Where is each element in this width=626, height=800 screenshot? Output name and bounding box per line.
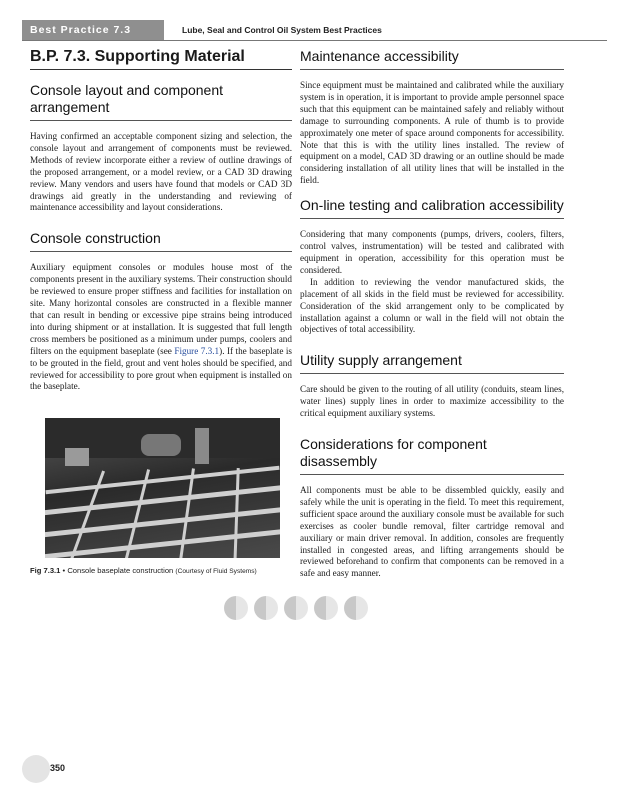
page-number: 350	[50, 763, 66, 773]
caption-text: Console baseplate construction	[67, 566, 174, 575]
paragraph-maintenance-accessibility: Since equipment must be maintained and calibrated while the auxiliary system is in operation, it is important to provide ample personnel space such that this equipment can be maintained safely and reliably without damage to surrounding components. A rule of thumb is to provide approximately one meter of space around components for accessibility. Note that this is with the utility lines installed. The review of equipment on a model, CAD 3D drawing or an outline should be made considering installation of all utility lines that will be installed in the field.	[300, 80, 564, 186]
section-tab: Best Practice 7.3	[22, 20, 164, 40]
caption-credit: (Courtesy of Fluid Systems)	[175, 568, 257, 575]
paragraph-utility-supply: Care should be given to the routing of all utility (conduits, steam lines, water lines) supply lines in order to maximize accessibility to the critical equipment auxiliary systems.	[300, 384, 564, 419]
paragraph-console-construction: Auxiliary equipment consoles or modules house most of the components present in the auxiliary systems. Their construction should be reviewed to ensure proper stiffness and facilities for installation on site. Many horizontal consoles are constructed in a flexible manner that can result in bending or excessive pipe strains being introduced into during shipment or at installation. It is suggested that full length cross members be positioned as a minimum under pumps, coolers and filters on the equipment baseplate (see Figure 7.3.1). If the baseplate is to be grouted in the field, grout and vent holes should be specified, and reviewed for accessibility to pore grout when equipment is installed on the baseplate.	[30, 262, 292, 392]
heading-online-testing: On-line testing and calibration accessibility	[300, 197, 564, 219]
figure-link[interactable]: Figure 7.3.1	[174, 345, 220, 356]
right-column	[300, 48, 564, 580]
figure-caption	[30, 566, 292, 575]
paragraph-online-testing-1: Considering that many components (pumps, drivers, coolers, filters, control valves, instrumentation) will be tested and calibrated with equipment in operation, accessibility for this operation must be considered.	[300, 229, 564, 275]
paragraph-console-layout: Having confirmed an acceptable component sizing and selection, the console layout and arrangement of components must be reviewed. Methods of review incorporate either a review of outline drawings of the proposed arrangement, or a model review, or a CAD 3D drawing review. Many vendors and users have found that models or CAD 3D drawings aid greatly in the understanding and reviewing of maintenance accessibility and layout considerations.	[30, 131, 292, 213]
dot-ornament	[344, 596, 368, 620]
left-column	[30, 48, 292, 393]
heading-console-construction: Console construction	[30, 230, 292, 252]
console-baseplate-photo	[45, 418, 280, 558]
dot-ornament	[254, 596, 278, 620]
figure-number: Fig 7.3.1	[30, 566, 61, 575]
best-practice-title: B.P. 7.3. Supporting Material	[30, 48, 292, 70]
caption-bullet: •	[62, 566, 66, 575]
decorative-dots	[224, 596, 374, 622]
heading-console-layout: Console layout and component arrangement	[30, 82, 292, 121]
dot-ornament	[224, 596, 248, 620]
heading-component-disassembly: Considerations for component disassembly	[300, 436, 564, 475]
page-number-badge	[22, 755, 66, 783]
dot-ornament	[314, 596, 338, 620]
heading-utility-supply: Utility supply arrangement	[300, 352, 564, 374]
running-title: Lube, Seal and Control Oil System Best Practices	[182, 25, 382, 35]
heading-maintenance-accessibility: Maintenance accessibility	[300, 48, 564, 70]
paragraph-component-disassembly: All components must be able to be dissembled quickly, easily and safely while the unit is operating in the field. To meet this requirement, sufficient space around the auxiliary console must be available for such exercises as cooler bundle removal, filter cartridge removal and auxiliary or main driver removal. In addition, consoles are frequently installed in congested areas, and lifting arrangements should be reviewed beforehand to confirm that components can be removed in a safe and easy manner.	[300, 485, 564, 579]
dot-ornament	[284, 596, 308, 620]
paragraph-online-testing-2: In addition to reviewing the vendor manufactured skids, the placement of all skids in the field must be reviewed for accessibility. Consideration of the skid arrangement only to be complicated by installation against a column or wall in the field will not obtain the objectives of total accessibility.	[300, 276, 564, 335]
running-header	[22, 20, 607, 41]
